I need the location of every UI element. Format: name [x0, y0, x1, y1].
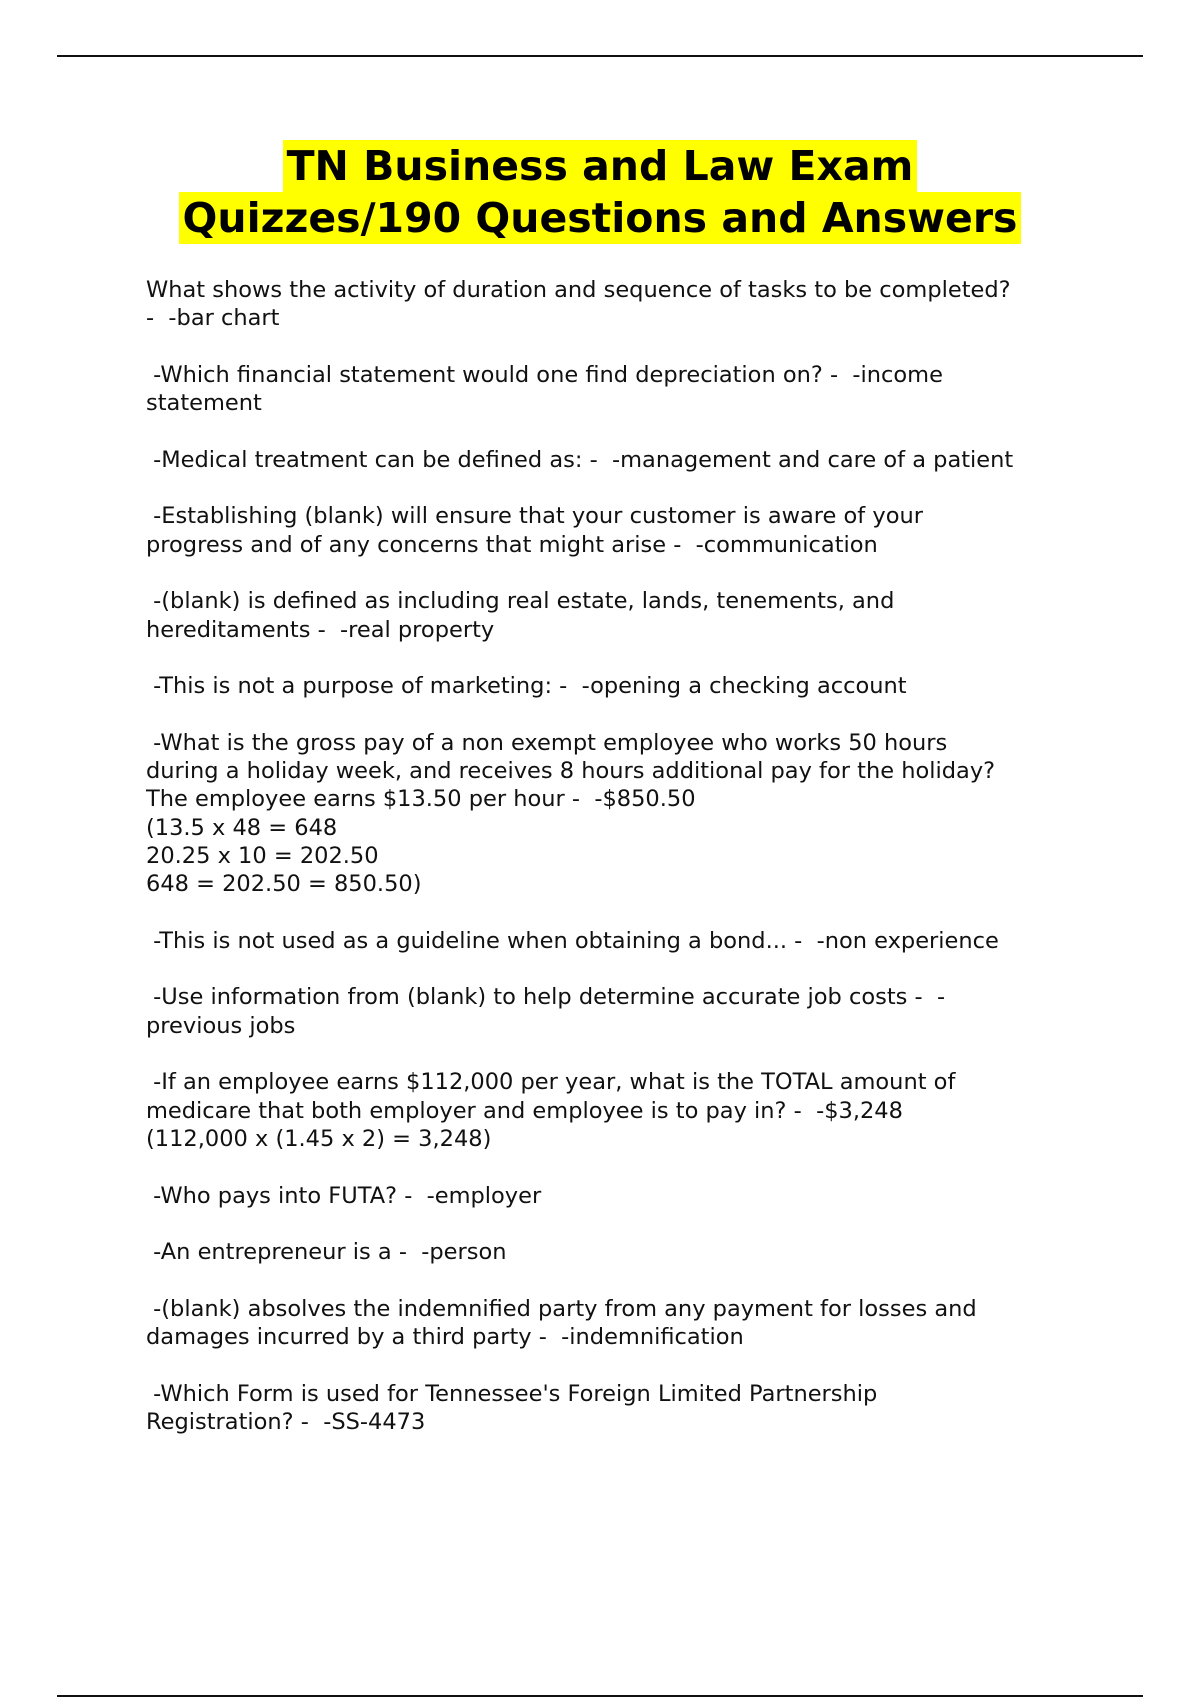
qa-line: -(blank) absolves the indemnified party from any payment for losses and — [146, 1295, 977, 1322]
qa-item — [146, 587, 1096, 644]
qa-item — [146, 1380, 1096, 1437]
qa-line: -If an employee earns $112,000 per year, what is the TOTAL amount of — [146, 1069, 956, 1096]
qa-line: statement — [146, 390, 262, 417]
qa-item — [146, 1295, 1096, 1352]
qa-line: during a holiday week, and receives 8 hours additional pay for the holiday? — [146, 758, 996, 785]
qa-line: -Which Form is used for Tennessee's Foreign Limited Partnership — [146, 1380, 878, 1407]
qa-line: damages incurred by a third party - -indemnification — [146, 1323, 744, 1350]
qa-line: 648 = 202.50 = 850.50) — [146, 871, 422, 898]
qa-line: -Who pays into FUTA? - -employer — [146, 1182, 542, 1209]
qa-line: hereditaments - -real property — [146, 616, 495, 643]
qa-item — [146, 729, 1096, 899]
qa-line: -(blank) is defined as including real estate, lands, tenements, and — [146, 588, 895, 615]
qa-line: -What is the gross pay of a non exempt employee who works 50 hours — [146, 729, 948, 756]
qa-item — [146, 983, 1096, 1040]
qa-line: medicare that both employer and employee is to pay in? - -$3,248 — [146, 1097, 903, 1124]
qa-item — [146, 1182, 1096, 1210]
qa-item — [146, 1068, 1096, 1153]
bottom-rule — [57, 1695, 1143, 1697]
qa-item — [146, 446, 1096, 474]
qa-line: -Medical treatment can be defined as: - -management and care of a patient — [146, 446, 1014, 473]
qa-line: The employee earns $13.50 per hour - -$850.50 — [146, 786, 696, 813]
title-line-1: TN Business and Law Exam — [283, 140, 918, 192]
qa-line: 20.25 x 10 = 202.50 — [146, 842, 379, 869]
top-rule — [57, 55, 1143, 57]
question-answer-list — [146, 276, 1096, 1464]
qa-item — [146, 1238, 1096, 1266]
qa-line: progress and of any concerns that might arise - -communication — [146, 531, 878, 558]
qa-line: -This is not a purpose of marketing: - -opening a checking account — [146, 673, 907, 700]
qa-line: -Use information from (blank) to help determine accurate job costs - - — [146, 984, 946, 1011]
qa-line: (13.5 x 48 = 648 — [146, 814, 338, 841]
title-line-2: Quizzes/190 Questions and Answers — [179, 192, 1022, 244]
qa-item — [146, 361, 1096, 418]
document-title — [60, 140, 1140, 244]
qa-line: -This is not used as a guideline when obtaining a bond... - -non experience — [146, 927, 999, 954]
qa-line: - -bar chart — [146, 305, 280, 332]
qa-item — [146, 502, 1096, 559]
qa-line: -Which financial statement would one find depreciation on? - -income — [146, 361, 943, 388]
qa-item — [146, 276, 1096, 333]
qa-line: What shows the activity of duration and sequence of tasks to be completed? — [146, 277, 1011, 303]
qa-line: (112,000 x (1.45 x 2) = 3,248) — [146, 1125, 492, 1152]
qa-line: -Establishing (blank) will ensure that your customer is aware of your — [146, 503, 923, 530]
qa-line: previous jobs — [146, 1012, 296, 1039]
qa-line: Registration? - -SS-4473 — [146, 1408, 426, 1435]
qa-item — [146, 927, 1096, 955]
qa-item — [146, 672, 1096, 700]
qa-line: -An entrepreneur is a - -person — [146, 1239, 507, 1266]
